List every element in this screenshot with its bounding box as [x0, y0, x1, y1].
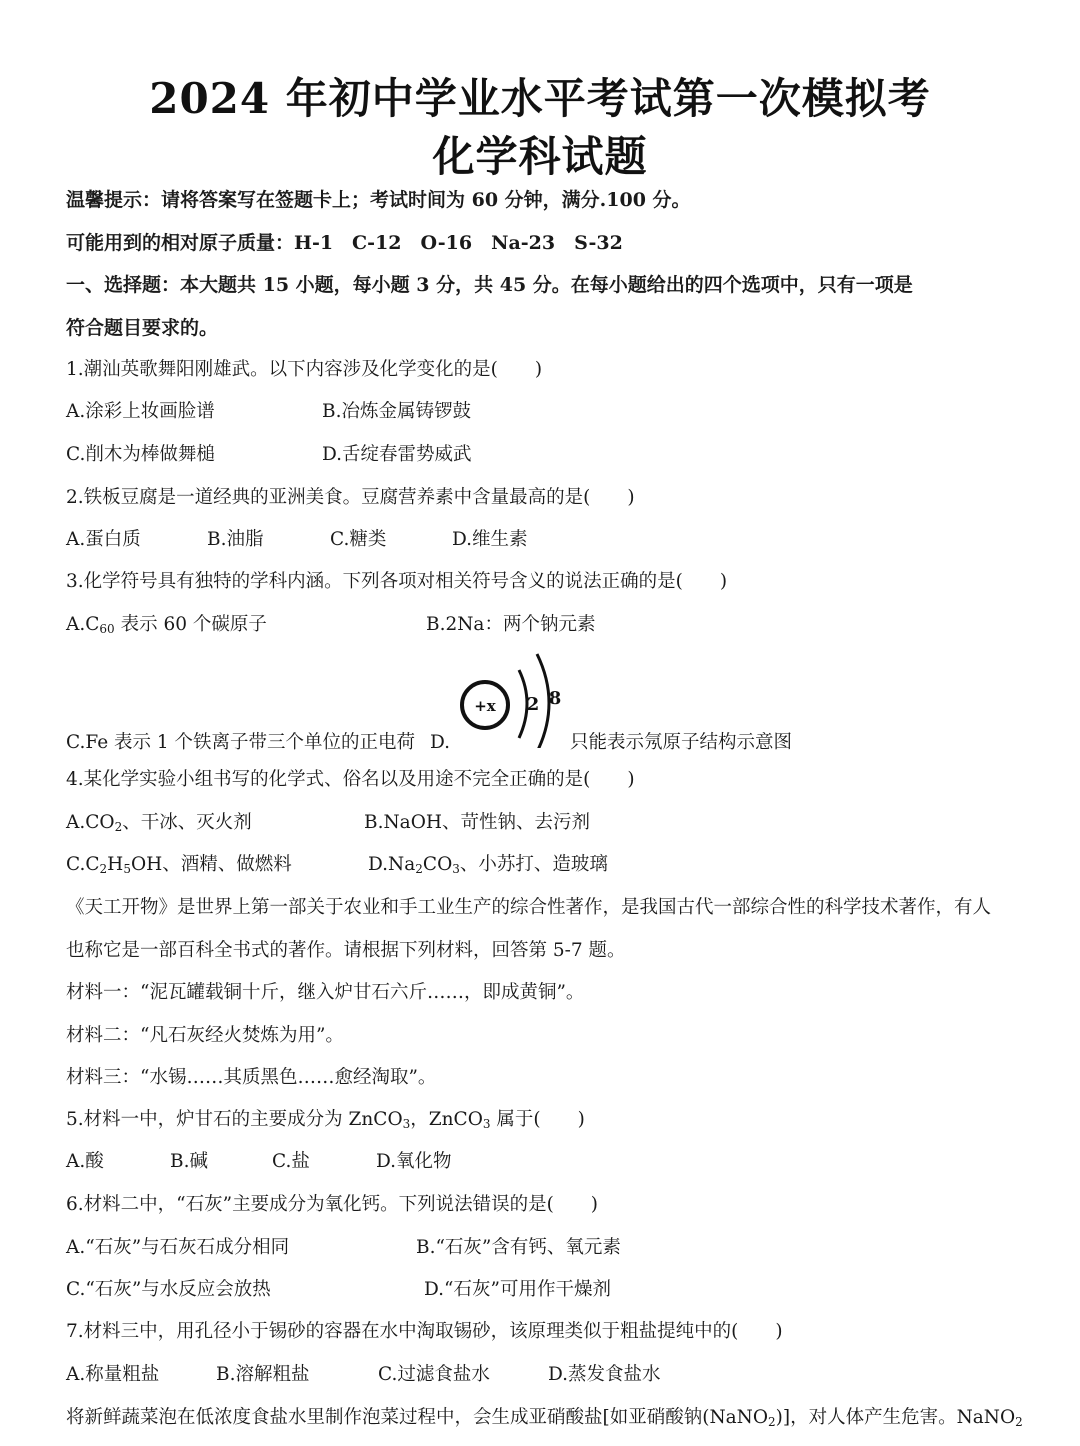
- q4-option-a: $A.CO_2$、干冰、灭火剂: [66, 812, 252, 834]
- q2-option-a: A.蛋白质: [66, 529, 141, 550]
- exam-title-line1: 2024 年初中学业水平考试第一次模拟考: [149, 74, 931, 123]
- q1-option-b: B.冶炼金属铸锣鼓: [322, 401, 471, 422]
- q4-option-c: $C.C_2H_5OH$、酒精、做燃料: [66, 854, 292, 876]
- section1-heading-line1: 一、选择题：本大题共 15 小题，每小题 3 分，共 45 分。在每小题给出的四个选项中，只有一项是: [66, 274, 913, 296]
- q6-option-d: D.“石灰”可用作干燥剂: [424, 1279, 611, 1300]
- shell1-electron-count: 2: [526, 694, 540, 715]
- q1-option-a: A.涂彩上妆画脸谱: [66, 401, 215, 422]
- q2-stem: 2.铁板豆腐是一道经典的亚洲美食。豆腐营养素中含量最高的是( ): [66, 487, 635, 508]
- shell2-electron-count: 8: [548, 688, 562, 709]
- q3-option-c: C.Fe 表示 1 个铁离子带三个单位的正电荷: [66, 732, 416, 753]
- atom-structure-diagram: [455, 648, 575, 748]
- q3-option-b: B.2Na：两个钠元素: [426, 614, 596, 635]
- q3-option-d-label: D.: [430, 732, 451, 753]
- q7-stem: 7.材料三中，用孔径小于锡砂的容器在水中淘取锡砂，该原理类似于粗盐提纯中的( ): [66, 1321, 783, 1342]
- material-two: 材料二：“凡石灰经火焚炼为用”。: [66, 1025, 344, 1046]
- q5-option-d: D.氧化物: [376, 1151, 452, 1172]
- q6-option-c: C.“石灰”与水反应会放热: [66, 1279, 271, 1300]
- q6-option-a: A.“石灰”与石灰石成分相同: [66, 1237, 290, 1258]
- exam-title-line2: 化学科试题: [432, 132, 648, 181]
- q2-option-d: D.维生素: [452, 529, 528, 550]
- material-three: 材料三：“水锡……其质黑色……愈经淘取”。: [66, 1067, 437, 1088]
- q6-stem: 6.材料二中，“石灰”主要成分为氧化钙。下列说法错误的是( ): [66, 1194, 599, 1215]
- q4-stem: 4.某化学实验小组书写的化学式、俗名以及用途不完全正确的是( ): [66, 769, 635, 790]
- q5-stem: 5.材料一中，炉甘石的主要成分为 ZnCO$_3$，ZnCO$_3$ 属于( ): [66, 1109, 585, 1131]
- q6-option-b: B.“石灰”含有钙、氧元素: [416, 1237, 621, 1258]
- q7-option-d: D.蒸发食盐水: [548, 1364, 661, 1385]
- nucleus-charge-label: +x: [474, 697, 496, 715]
- q3-option-a: $A.C_{60}$ 表示 60 个碳原子: [66, 614, 267, 636]
- q7-option-b: B.溶解粗盐: [216, 1364, 310, 1385]
- notice-text: 温馨提示：请将答案写在签题卡上；考试时间为 60 分钟，满分.100 分。: [66, 189, 691, 211]
- q3-stem: 3.化学符号具有独特的学科内涵。下列各项对相关符号含义的说法正确的是( ): [66, 571, 728, 592]
- atomic-mass-text: 可能用到的相对原子质量：H-1 C-12 O-16 Na-23 S-32: [66, 232, 623, 254]
- passage-line1: 《天工开物》是世界上第一部关于农业和手工业生产的综合性著作，是我国古代一部综合性的科学技术著作，有人: [66, 897, 992, 918]
- q1-option-d: D.舌绽春雷势威武: [322, 444, 472, 465]
- q4-option-d: $D.Na_2CO_3$、小苏打、造玻璃: [368, 854, 608, 876]
- q1-option-c: C.削木为棒做舞槌: [66, 444, 215, 465]
- q2-option-b: B.油脂: [207, 529, 264, 550]
- q7-option-c: C.过滤食盐水: [378, 1364, 490, 1385]
- q3-option-d-text: 只能表示氖原子结构示意图: [570, 732, 793, 753]
- q7-option-a: A.称量粗盐: [66, 1364, 160, 1385]
- section1-heading-line2: 符合题目要求的。: [66, 317, 219, 339]
- next-passage-partial-line: 将新鲜蔬菜泡在低浓度食盐水里制作泡菜过程中，会生成亚硝酸盐[如亚硝酸钠(NaNO$_2$)]，对人体产生危害。NaNO$_2$: [66, 1407, 1023, 1429]
- material-one: 材料一：“泥瓦罐载铜十斤，继入炉甘石六斤……，即成黄铜”。: [66, 982, 585, 1003]
- q5-option-a: A.酸: [66, 1151, 104, 1172]
- q4-option-b: B.NaOH、苛性钠、去污剂: [364, 812, 590, 833]
- q1-stem: 1.潮汕英歌舞阳刚雄武。以下内容涉及化学变化的是( ): [66, 359, 543, 380]
- q2-option-c: C.糖类: [330, 529, 387, 550]
- passage-line2: 也称它是一部百科全书式的著作。请根据下列材料，回答第 5-7 题。: [66, 940, 626, 961]
- q5-option-b: B.碱: [170, 1151, 208, 1172]
- q5-option-c: C.盐: [272, 1151, 310, 1172]
